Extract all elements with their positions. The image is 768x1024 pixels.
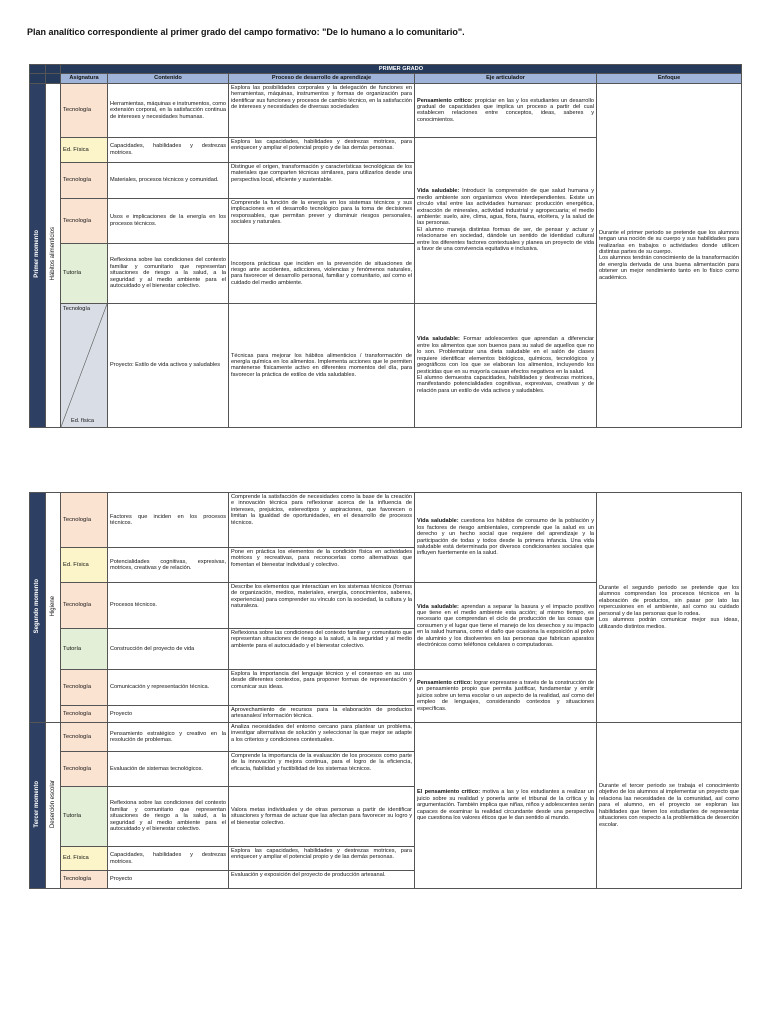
pda-cell: Analiza necesidades del entorno cercano para plantear un problema, investigar alternativas de solución y seleccionar la que mejor se adapte a los criterios y condiciones contextuales. bbox=[229, 723, 415, 752]
subject-cell: Tecnología bbox=[61, 723, 108, 752]
pda-cell: Explora las capacidades, habilidades y destrezas motrices, para enriquecer y ampliar el potencial propio y de las demás personas. bbox=[229, 847, 415, 871]
subject-cell: Tecnología bbox=[61, 706, 108, 723]
pda-cell: Reflexiona sobre las condiciones del contexto familiar y comunitario que representan situaciones de riesgo a la salud, a la seguridad y al medio ambiente para el autocuidado y el bienestar colectivo. bbox=[229, 629, 415, 670]
theme-label: Higiene bbox=[46, 493, 61, 723]
content-cell: Proyecto bbox=[108, 871, 229, 889]
column-header-enfoque: Enfoque bbox=[597, 74, 742, 83]
subject-cell: Tecnología bbox=[61, 83, 108, 137]
table-row bbox=[30, 493, 742, 548]
document-title: Plan analítico correspondiente al primer grado del campo formativo: "De lo humano a lo comunitario". bbox=[27, 27, 465, 37]
subject-cell: Tecnología bbox=[61, 583, 108, 629]
content-cell: Proyecto: Estilo de vida activos y saludables bbox=[108, 303, 229, 427]
header-blank bbox=[30, 65, 46, 74]
plan-table-1 bbox=[29, 64, 742, 428]
content-cell: Materiales, procesos técnicos y comunidad. bbox=[108, 162, 229, 198]
subject-cell: Tecnología bbox=[61, 493, 108, 548]
pda-cell: Incorpora prácticas que inciden en la prevención de situaciones de riesgo ante accidentes, adicciones, violencias y fenómenos naturales, para favorecer el desarrollo personal, familiar y comunitario, así como el cuidado del medio ambiente. bbox=[229, 243, 415, 303]
eje-cell: Pensamiento crítico: propiciar en las y los estudiantes un desarrollo gradual de capacidades que implica un proceso a partir del cual establecen relaciones entre conceptos, ideas, saberes y conocimientos. bbox=[415, 83, 597, 137]
pda-cell: Describe los elementos que interactúan en los sistemas técnicos (formas de organización, medios, materiales, energía, conocimientos, saberes, experiencias) para comprender su vínculo con la sociedad, la cultura y la naturaleza. bbox=[229, 583, 415, 629]
moment-label: Primer momento bbox=[30, 83, 46, 427]
enfoque-cell: Durante el primer periodo se pretende que los alumnos tengan una noción de su cuerpo y sus habilidades para realizarlas en trabajos o actividades donde utilicen distintas partes de su cuerpo. Los alumnos tendrán conocimiento de la transformación de energía derivada de una buena alimentación para obtener un mejor rendimiento tanto en lo físico como académico. bbox=[597, 83, 742, 427]
content-cell: Reflexiona sobre las condiciones del contexto familiar y comunitario que representan situaciones de riesgo a la salud, a la seguridad y al medio ambiente para el autocuidado y el bienestar colectivo. bbox=[108, 787, 229, 847]
content-cell: Comunicación y representación técnica. bbox=[108, 670, 229, 706]
column-header-asignatura: Asignatura bbox=[61, 74, 108, 83]
subject-top: Tecnología bbox=[63, 305, 91, 312]
plan-table-2 bbox=[29, 492, 742, 889]
enfoque-cell: Durante el tercer periodo se trabaja el conocimiento objetivo de los alumnos al implementar un proyecto que relaciona las necesidades de la comunidad, así como para el alumno, en el proyecto se exploran las habilidades que tienen los estudiantes de representar situaciones con respecto a la problemática de deserción escolar. bbox=[597, 723, 742, 889]
grade-header: PRIMER GRADO bbox=[61, 65, 742, 74]
theme-label: Hábitos alimenticios bbox=[46, 83, 61, 427]
eje-cell: El pensamiento crítico: motiva a las y los estudiantes a realizar un juicio sobre su realidad y ponerla ante el tribunal de la crítica y la argumentación. También implica que niñas, niños y adolescentes serán capaces de examinar la realidad circundante desde una perspectiva que cuestiona los valores éticos que le dan sentido al mundo. bbox=[415, 723, 597, 889]
pda-cell: Distingue el origen, transformación y características tecnológicas de los materiales que comparten técnicas similares, para utilizarlos desde una perspectiva local, eficiente y sustentable. bbox=[229, 162, 415, 198]
divider-line bbox=[61, 304, 107, 427]
subject-cell: Tutoría bbox=[61, 787, 108, 847]
content-cell: Capacidades, habilidades y destrezas motrices. bbox=[108, 137, 229, 162]
content-cell: Reflexiona sobre las condiciones del contexto familiar y comunitario que representan situaciones de riesgo a la salud, a la seguridad y al medio ambiente para el autocuidado y el bienestar colectivo. bbox=[108, 243, 229, 303]
table-row bbox=[30, 723, 742, 752]
subject-cell: Tutoría bbox=[61, 243, 108, 303]
subject-cell: Tecnología bbox=[61, 752, 108, 787]
subject-cell: Ed. Física bbox=[61, 847, 108, 871]
theme-label: Deserción escolar bbox=[46, 723, 61, 889]
pda-cell: Comprende la satisfacción de necesidades como la base de la creación e innovación técnica para reflexionar acerca de la influencia de intereses, prejuicios, estereotipos y aspiraciones, que favorecen o limitan la igualdad de oportunidades, en el desarrollo de procesos técnicos. bbox=[229, 493, 415, 548]
subject-cell: Tecnología bbox=[61, 670, 108, 706]
content-cell: Evaluación de sistemas tecnológicos. bbox=[108, 752, 229, 787]
table-row bbox=[30, 83, 742, 137]
subject-cell: Ed. Física bbox=[61, 137, 108, 162]
pda-cell: Explora las capacidades, habilidades y destrezas motrices, para enriquecer y ampliar el potencial propio y de las demás personas. bbox=[229, 137, 415, 162]
content-cell: Construcción del proyecto de vida bbox=[108, 629, 229, 670]
content-cell: Potencialidades cognitivas, expresivas, motrices, creativas y de relación. bbox=[108, 548, 229, 583]
pda-cell: Explora la importancia del lenguaje técnico y el consenso en su uso desde diferentes contextos, para proponer formas de representación y comunicar sus ideas. bbox=[229, 670, 415, 706]
column-header-contenido: Contenido bbox=[108, 74, 229, 83]
eje-cell: Vida saludable: aprendan a separar la basura y el impacto positivo que tiene en el medio ambiente esta acción; al mismo tiempo, es necesario que comprendan el ciclo de producción de las cosas que consumen y el lugar que tiene el manejo de los desechos y su impacto en la salud humana, como el daño que ocasiona la exposición al polvo de aluminio y los disolventes en las personas que fabrican aparatos electrónicos como teléfonos celulares o computadoras. bbox=[415, 583, 597, 670]
content-cell: Proyecto bbox=[108, 706, 229, 723]
moment-label: Tercer momento bbox=[30, 723, 46, 889]
pda-cell: Comprende la función de la energía en los sistemas técnicos y sus implicaciones en el desarrollo tecnológico para la toma de decisiones responsables, que permitan prever y disminuir riesgos personales, sociales y naturales. bbox=[229, 198, 415, 243]
content-cell: Capacidades, habilidades y destrezas motrices. bbox=[108, 847, 229, 871]
content-cell: Factores que inciden en los procesos técnicos. bbox=[108, 493, 229, 548]
content-cell: Herramientas, máquinas e instrumentos, como extensión corporal, en la satisfacción continua de intereses y necesidades humanas. bbox=[108, 83, 229, 137]
eje-cell: Vida saludable: Formar adolescentes que aprendan a diferenciar entre los alimentos que son buenos para su salud de aquellos que no lo son. Problematizar una dieta saludable en el salón de clases requiere identificar elementos biológicos, químicos, tecnológicos y geográficos con los que se elaboran los alimentos, incluyendo los pesticidas que en su mayoría causan efectos negativos en la salud. El alumno demuestra capacidades, habilidades y destrezas motrices, manifestando potencialidades cognitivas, expresivas, creativas y de relación para un estilo de vida activos y saludables. bbox=[415, 303, 597, 427]
subject-cell: Tecnología bbox=[61, 162, 108, 198]
subject-cell-split bbox=[61, 303, 108, 427]
header-blank bbox=[46, 74, 61, 83]
subject-bottom: Ed. física bbox=[71, 418, 95, 425]
content-cell: Procesos técnicos. bbox=[108, 583, 229, 629]
pda-cell: Comprende la importancia de la evaluación de los procesos como parte de la innovación y mejora continua, para el logro de la eficiencia, eficacia, fiabilidad y factibilidad de los sistemas técnicos. bbox=[229, 752, 415, 787]
subject-cell: Tecnología bbox=[61, 871, 108, 889]
pda-cell: Pone en práctica los elementos de la condición física en actividades motrices y recreativas, para reconocerlas como alternativas que fomentan el bienestar individual y colectivo. bbox=[229, 548, 415, 583]
subject-cell: Tutoría bbox=[61, 629, 108, 670]
moment-label: Segundo momento bbox=[30, 493, 46, 723]
pda-cell: Aprovechamiento de recursos para la elaboración de productos artesanales/ información técnica. bbox=[229, 706, 415, 723]
eje-cell: Pensamiento crítico: lograr expresarse a través de la construcción de un pensamiento propio que permita justificar, fundamentar y emitir juicios sobre un tema escolar o un aspecto de la realidad, así como del empleo de lenguajes, considerando contextos y situaciones específicas. bbox=[415, 670, 597, 723]
content-cell: Pensamiento estratégico y creativo en la resolución de problemas. bbox=[108, 723, 229, 752]
column-header-eje: Eje articulador bbox=[415, 74, 597, 83]
pda-cell: Evaluación y exposición del proyecto de producción artesanal. bbox=[229, 871, 415, 889]
header-blank bbox=[30, 74, 46, 83]
pda-cell: Técnicas para mejorar los hábitos alimenticios / transformación de energía química en los alimentos. Implementa acciones que le permiten mantenerse físicamente activo en diferentes momentos del día, para favorecer la práctica de estilos de vida saludables. bbox=[229, 303, 415, 427]
content-cell: Usos e implicaciones de la energía en los procesos técnicos. bbox=[108, 198, 229, 243]
eje-cell: Vida saludable: cuestiona los hábitos de consumo de la población y los factores de riesgo ambientales, comprende que la salud es un derecho y un hecho social que requiere del aprendizaje y la participación de todas y todos desde la primera infancia. Una vida saludable está determinada por diversos condicionantes sociales que influyen fuertemente en la salud. bbox=[415, 493, 597, 583]
pda-cell: Valora metas individuales y de otras personas a partir de identificar situaciones y formas de actuar que las afectan para favorecer su logro y el bienestar colectivo. bbox=[229, 787, 415, 847]
enfoque-cell: Durante el segundo periodo se pretende que los alumnos comprendan los procesos técnicos en la elaboración de productos, sin pasar por lato las repercusiones en el ambiente, así como su cuidado personal y de las personas que lo rodea. Los alumnos podrán comunicar mejor sus ideas, utilizando distintos medios. bbox=[597, 493, 742, 723]
subject-cell: Ed. Física bbox=[61, 548, 108, 583]
subject-cell: Tecnología bbox=[61, 198, 108, 243]
header-blank bbox=[46, 65, 61, 74]
eje-cell: Vida saludable: Introducir la comprensión de que salud humana y medio ambiente son organismos vivos interdependientes. Existe un círculo vital entre las actividades humanas: producción energética, extracción de minerales, actividad industrial y agropecuaria; el medio ambiente: suelo, aire, clima, agua, flora, fauna, etcétera, y la salud de las personas. El alumno maneja distintas formas de ser, de pensar y actuar y relacionarse en sociedad, dándole un sentido de identidad cultural entre los diferentes factores contextuales y planea un proyecto de vida a favor de una convivencia equitativa e inclusiva. bbox=[415, 137, 597, 303]
column-header-pda: Proceso de desarrollo de aprendizaje bbox=[229, 74, 415, 83]
pda-cell: Explora las posibilidades corporales y la delegación de funciones en herramientas, máquinas, instrumentos y formas de organización para identificar sus funciones y procesos de cambio técnico, en la satisfacción de intereses y necesidades de diversas sociedades bbox=[229, 83, 415, 137]
